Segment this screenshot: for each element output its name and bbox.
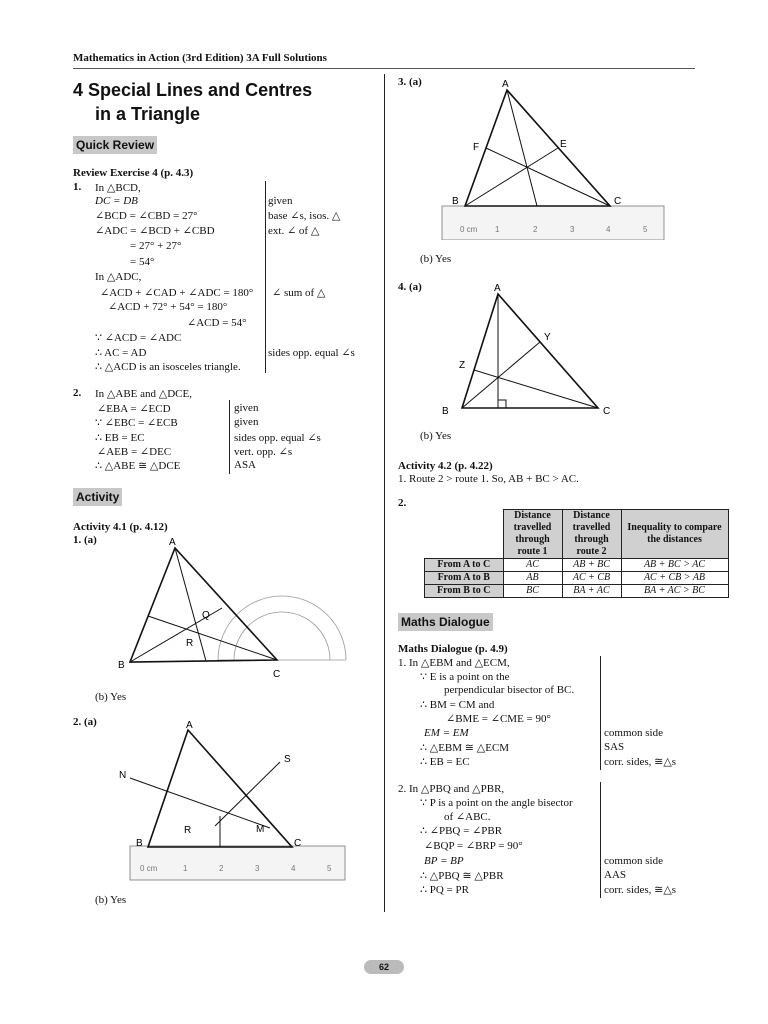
fig-label: C xyxy=(603,406,611,417)
table-header-cell: Distance travelled through route 2 xyxy=(562,510,621,559)
working-line: ∠AEB = ∠DEC xyxy=(97,446,172,458)
working-line: ∴ △ABE ≅ △DCE xyxy=(95,460,181,472)
reason-divider xyxy=(265,181,266,373)
q3b: (b) Yes xyxy=(420,253,452,265)
working-line: = 27° + 27° xyxy=(130,240,182,252)
table-header-cell xyxy=(425,510,504,559)
ruler xyxy=(442,206,664,240)
medians xyxy=(465,90,610,206)
ruler-tick-label: 4 xyxy=(291,864,296,873)
working-line: ∴ △EBM ≅ △ECM xyxy=(420,742,510,754)
reason: common side xyxy=(604,855,663,867)
reason: SAS xyxy=(604,741,625,753)
working-line: ∵ P is a point on the angle bisector xyxy=(420,797,573,809)
altitudes xyxy=(462,294,598,408)
fig-label: A xyxy=(186,720,193,731)
running-header: Mathematics in Action (3rd Edition) 3A Full Solutions xyxy=(73,52,327,64)
reason-divider xyxy=(600,656,601,770)
reason: corr. sides, ≅△s xyxy=(604,884,677,896)
working-line: ∠BQP = ∠BRP = 90° xyxy=(424,840,523,852)
fig-label: R xyxy=(184,825,192,836)
fig-label: N xyxy=(119,770,127,781)
ruler-tick-label: 5 xyxy=(643,225,648,234)
working-line: ∠ACD = 54° xyxy=(187,317,247,329)
reason-divider xyxy=(229,400,230,474)
chapter-title-line1: 4 Special Lines and Centres xyxy=(73,80,313,100)
working-line: 2. In △PBQ and △PBR, xyxy=(398,783,505,795)
q-number: 1. xyxy=(73,181,82,193)
ruler xyxy=(130,846,345,880)
reason: given xyxy=(234,416,259,428)
distance-table xyxy=(424,509,729,598)
q-number: 2. xyxy=(73,387,82,399)
working-line: ∠BCD = ∠CBD = 27° xyxy=(95,210,198,222)
reason: given xyxy=(234,402,259,414)
working-line: ∴ △PBQ ≅ △PBR xyxy=(420,870,504,882)
table-cell: AC + CB xyxy=(562,572,621,585)
working-line: ∠EBA = ∠ECD xyxy=(97,403,171,415)
working-line: ∴ PQ = PR xyxy=(420,884,469,896)
working-line: ∴ ∠PBQ = ∠PBR xyxy=(420,825,503,837)
activity42-q1: 1. Route 2 > route 1. So, AB + BC > AC. xyxy=(398,473,579,485)
working-line: DC = DB xyxy=(95,195,138,207)
activity41-q2a: 2. (a) xyxy=(73,716,97,728)
working-line: ∴ BM = CM and xyxy=(420,699,495,711)
reason: sides opp. equal ∠s xyxy=(268,347,355,359)
reason: given xyxy=(268,195,293,207)
table-header-row xyxy=(425,510,729,559)
reason: AAS xyxy=(604,869,627,881)
fig-label: E xyxy=(560,139,567,150)
fig-label: A xyxy=(502,79,509,90)
table-cell: AC + CB > AB xyxy=(621,572,728,585)
ruler-tick-label: 5 xyxy=(327,864,332,873)
activity41-q1a: 1. (a) xyxy=(73,534,97,546)
table-cell: AC xyxy=(503,559,562,572)
working-line: ∴ EB = EC xyxy=(95,432,145,444)
working-line: ∠ACD + ∠CAD + ∠ADC = 180° xyxy=(100,287,254,299)
activity41-heading: Activity 4.1 (p. 4.12) xyxy=(73,521,168,533)
reason: ∠ sum of △ xyxy=(272,287,326,299)
fig-label: B xyxy=(442,406,449,417)
activity42-heading: Activity 4.2 (p. 4.22) xyxy=(398,460,493,472)
table-cell: AB + BC > AC xyxy=(621,559,728,572)
working-line: In △ABE and △DCE, xyxy=(95,388,192,400)
fig-label: M xyxy=(256,824,265,835)
triangle-abc xyxy=(130,548,277,662)
working-line: of ∠ABC. xyxy=(444,811,491,823)
table-row xyxy=(425,585,729,598)
fig-label: A xyxy=(494,283,501,294)
table-cell: AB xyxy=(503,572,562,585)
fig-label: B xyxy=(136,838,143,849)
ruler-tick-label: 0 cm xyxy=(140,864,158,873)
section-quick-review: Quick Review xyxy=(73,136,157,154)
table-header-cell: Distance travelled through route 1 xyxy=(503,510,562,559)
reason: sides opp. equal ∠s xyxy=(234,432,321,444)
reason: vert. opp. ∠s xyxy=(234,446,293,458)
dialogue-heading: Maths Dialogue (p. 4.9) xyxy=(398,643,508,655)
q3a: 3. (a) xyxy=(398,76,422,88)
ruler-tick-label: 1 xyxy=(495,225,500,234)
fig-label: C xyxy=(273,669,281,680)
table-cell: From A to B xyxy=(425,572,504,585)
working-line: In △BCD, xyxy=(95,182,141,194)
working-line: ∠ACD + 72° + 54° = 180° xyxy=(108,301,228,313)
reason: ASA xyxy=(234,459,257,471)
table-cell: From B to C xyxy=(425,585,504,598)
reason: common side xyxy=(604,727,663,739)
activity41-q2b: (b) Yes xyxy=(95,894,127,906)
reason: corr. sides, ≅△s xyxy=(604,756,677,768)
working-line: ∵ ∠EBC = ∠ECB xyxy=(95,417,178,429)
ruler-tick-label: 4 xyxy=(606,225,611,234)
section-maths-dialogue: Maths Dialogue xyxy=(398,613,493,631)
fig-label: B xyxy=(452,196,459,207)
figure-q4 xyxy=(440,282,620,420)
table-row xyxy=(425,559,729,572)
protractor-shape xyxy=(218,596,346,660)
section-activity: Activity xyxy=(73,488,122,506)
chapter-title xyxy=(73,78,312,126)
working-line: ∴ △ACD is an isosceles triangle. xyxy=(95,361,241,373)
figure-q3 xyxy=(440,76,668,240)
ruler-tick-label: 3 xyxy=(255,864,260,873)
table-cell: AB + BC xyxy=(562,559,621,572)
fig-label: B xyxy=(118,660,125,671)
figure-activity41-q1 xyxy=(110,536,360,684)
fig-label: C xyxy=(614,196,622,207)
fig-label: S xyxy=(284,754,291,765)
q4a: 4. (a) xyxy=(398,281,422,293)
activity41-q1b: (b) Yes xyxy=(95,691,127,703)
header-rule xyxy=(73,68,695,69)
table-cell: BA + AC xyxy=(562,585,621,598)
working-line: ∠BME = ∠CME = 90° xyxy=(446,713,551,725)
page-number: 62 xyxy=(364,960,404,974)
working-line: In △ADC, xyxy=(95,271,142,283)
working-line: BP = BP xyxy=(424,855,464,867)
review-heading: Review Exercise 4 (p. 4.3) xyxy=(73,167,194,179)
working-line: 1. In △EBM and △ECM, xyxy=(398,657,510,669)
chapter-title-line2: in a Triangle xyxy=(95,104,201,124)
q4b: (b) Yes xyxy=(420,430,452,442)
working-line: ∵ ∠ACD = ∠ADC xyxy=(95,332,182,344)
ruler-tick-label: 3 xyxy=(570,225,575,234)
reason: base ∠s, isos. △ xyxy=(268,210,341,222)
table-row xyxy=(425,572,729,585)
fig-label: Z xyxy=(459,360,466,371)
activity42-q2: 2. xyxy=(398,497,407,509)
working-line: = 54° xyxy=(130,256,155,268)
working-line: EM = EM xyxy=(424,727,469,739)
ruler-tick-label: 1 xyxy=(183,864,188,873)
fig-label: C xyxy=(294,838,302,849)
ruler-tick-label: 0 cm xyxy=(460,225,478,234)
fig-label: A xyxy=(169,537,176,548)
figure-activity41-q2 xyxy=(110,716,360,884)
working-line: ∵ E is a point on the xyxy=(420,671,510,683)
working-line: perpendicular bisector of BC. xyxy=(444,684,575,696)
reason: ext. ∠ of △ xyxy=(268,225,320,237)
fig-label: F xyxy=(473,142,480,153)
ruler-tick-label: 2 xyxy=(219,864,224,873)
fig-label: R xyxy=(186,638,194,649)
table-cell: From A to C xyxy=(425,559,504,572)
working-line: ∴ AC = AD xyxy=(95,347,147,359)
ruler-tick-label: 2 xyxy=(533,225,538,234)
column-divider xyxy=(384,74,385,912)
reason-divider xyxy=(600,782,601,898)
fig-label: Q xyxy=(202,610,210,621)
working-line: ∠ADC = ∠BCD + ∠CBD xyxy=(95,225,215,237)
working-line: ∴ EB = EC xyxy=(420,756,470,768)
table-header-cell: Inequality to compare the distances xyxy=(621,510,728,559)
table-cell: BC xyxy=(503,585,562,598)
table-cell: BA + AC > BC xyxy=(621,585,728,598)
fig-label: Y xyxy=(544,332,551,343)
